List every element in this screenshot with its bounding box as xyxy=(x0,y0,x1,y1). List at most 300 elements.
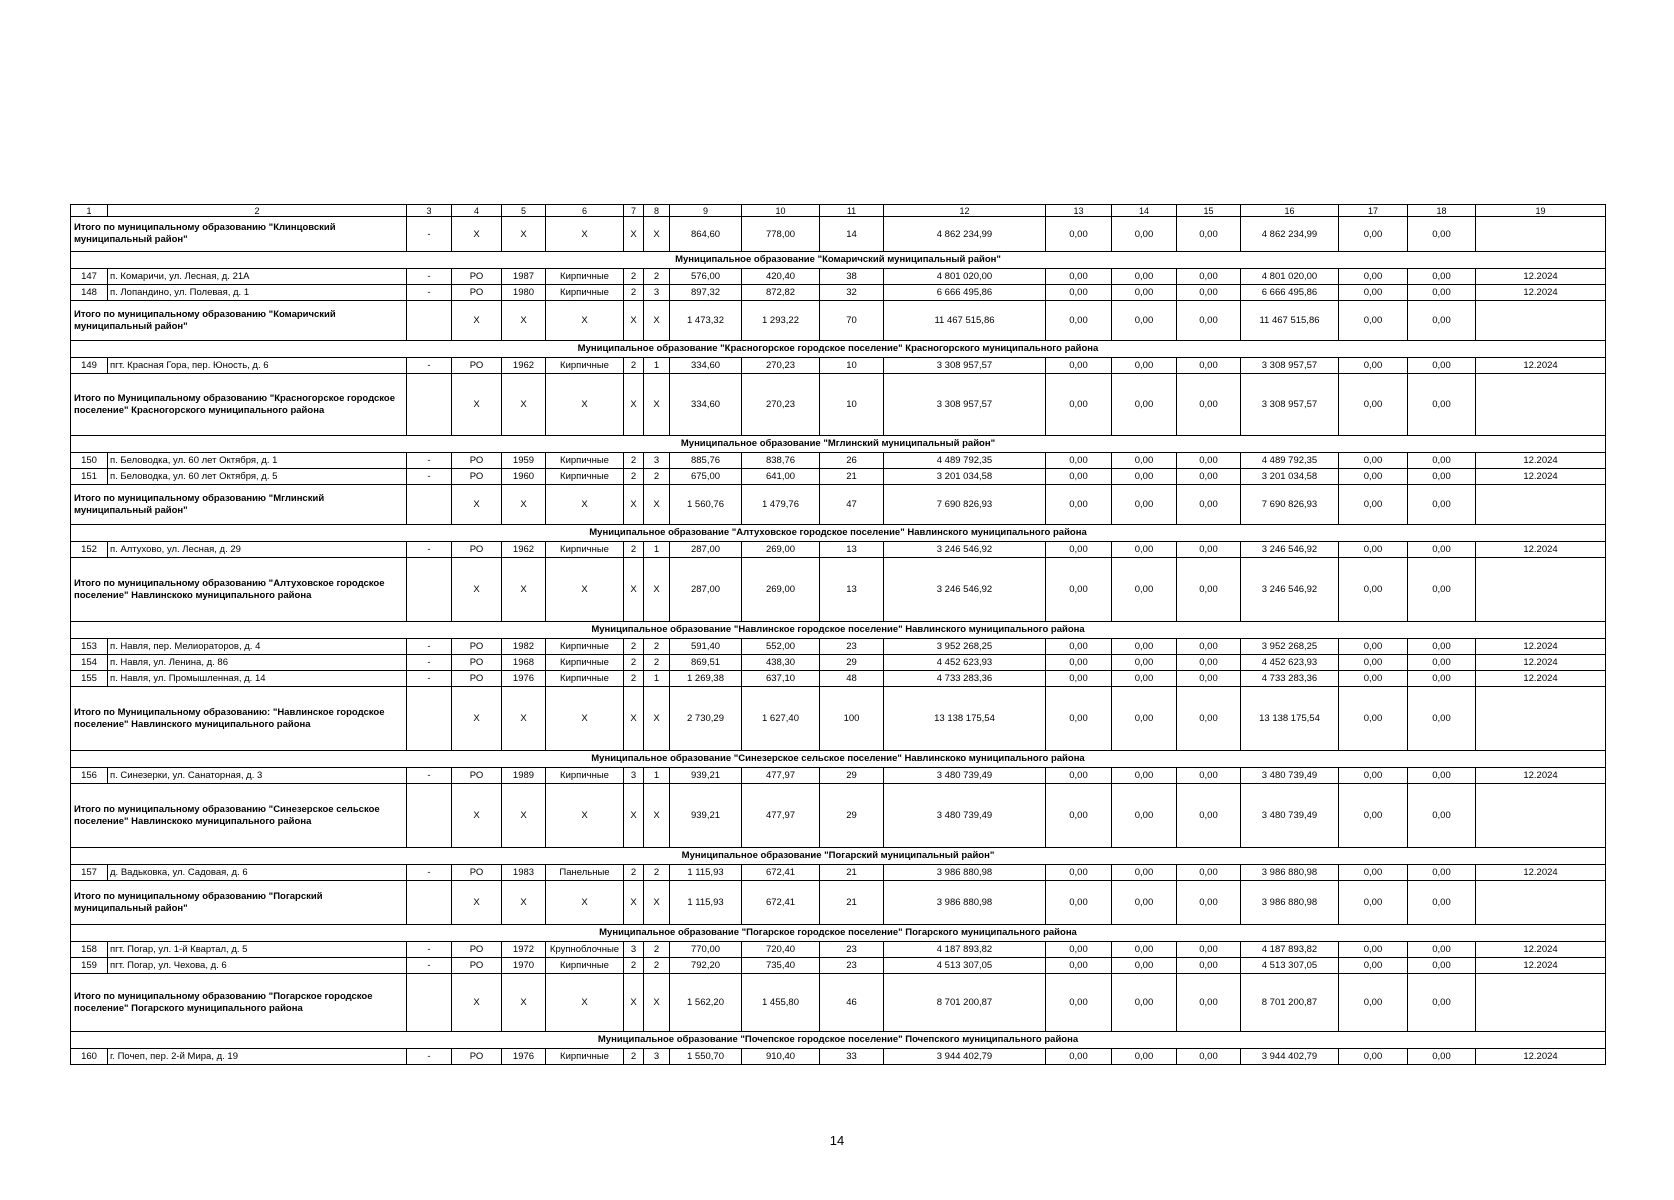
data-cell-c8: 1 xyxy=(644,542,670,558)
data-cell-c18: 0,00 xyxy=(1408,469,1476,485)
address-cell: п. Комаричи, ул. Лесная, д. 21А xyxy=(108,269,407,285)
section-header-row xyxy=(71,252,1606,269)
data-cell-c10: 735,40 xyxy=(742,958,820,974)
total-cell-c10: 778,00 xyxy=(742,217,820,252)
data-cell-c17: 0,00 xyxy=(1339,768,1408,784)
data-cell-c9: 576,00 xyxy=(670,269,742,285)
total-cell-c4: X xyxy=(452,974,502,1032)
data-cell-c5: 1989 xyxy=(502,768,546,784)
total-cell-c17: 0,00 xyxy=(1339,558,1408,622)
total-cell-c15: 0,00 xyxy=(1177,784,1241,848)
address-cell: п. Беловодка, ул. 60 лет Октября, д. 5 xyxy=(108,469,407,485)
total-row xyxy=(71,374,1606,436)
data-cell-c15: 0,00 xyxy=(1177,1049,1241,1065)
data-cell-c6: Кирпичные xyxy=(546,269,624,285)
total-cell-c17: 0,00 xyxy=(1339,301,1408,341)
data-cell-c12: 6 666 495,86 xyxy=(884,285,1046,301)
total-cell-c19 xyxy=(1476,301,1606,341)
total-cell-c11: 29 xyxy=(820,784,884,848)
total-cell-c11: 47 xyxy=(820,485,884,525)
total-cell-c4: X xyxy=(452,374,502,436)
total-cell-c3 xyxy=(407,974,452,1032)
data-cell-c16: 4 452 623,93 xyxy=(1241,655,1339,671)
data-cell-c4: РО xyxy=(452,469,502,485)
total-cell-c14: 0,00 xyxy=(1112,217,1177,252)
total-cell-c6: X xyxy=(546,301,624,341)
total-cell-c7: X xyxy=(624,784,644,848)
data-cell-c17: 0,00 xyxy=(1339,358,1408,374)
data-cell-c15: 0,00 xyxy=(1177,358,1241,374)
total-row xyxy=(71,558,1606,622)
total-cell-c11: 10 xyxy=(820,374,884,436)
total-cell-c8: X xyxy=(644,881,670,925)
section-title: Муниципальное образование "Красногорское городское поселение" Красногорского муниципального района xyxy=(71,341,1606,358)
data-cell-c11: 32 xyxy=(820,285,884,301)
total-cell-c13: 0,00 xyxy=(1046,217,1112,252)
document-page xyxy=(70,204,1605,1065)
section-header-row xyxy=(71,341,1606,358)
housing-register-table xyxy=(70,204,1606,1065)
table-row xyxy=(71,655,1606,671)
data-cell-c13: 0,00 xyxy=(1046,942,1112,958)
data-cell-c14: 0,00 xyxy=(1112,1049,1177,1065)
total-cell-c3 xyxy=(407,784,452,848)
section-title: Муниципальное образование "Алтуховское городское поселение" Навлинского муниципального района xyxy=(71,525,1606,542)
data-cell-c9: 334,60 xyxy=(670,358,742,374)
total-cell-c6: X xyxy=(546,558,624,622)
data-cell-c4: РО xyxy=(452,942,502,958)
total-cell-c11: 100 xyxy=(820,687,884,751)
table-row xyxy=(71,269,1606,285)
total-row xyxy=(71,881,1606,925)
total-label: Итого по муниципальному образованию "Погарское городское поселение" Погарского муниципального района xyxy=(71,974,407,1032)
data-cell-c8: 1 xyxy=(644,671,670,687)
total-cell-c13: 0,00 xyxy=(1046,301,1112,341)
total-cell-c17: 0,00 xyxy=(1339,784,1408,848)
total-cell-c12: 3 246 546,92 xyxy=(884,558,1046,622)
data-cell-c4: РО xyxy=(452,1049,502,1065)
data-cell-c15: 0,00 xyxy=(1177,453,1241,469)
data-cell-c8: 1 xyxy=(644,358,670,374)
total-cell-c18: 0,00 xyxy=(1408,881,1476,925)
total-row xyxy=(71,974,1606,1032)
total-cell-c16: 7 690 826,93 xyxy=(1241,485,1339,525)
data-cell-c11: 29 xyxy=(820,768,884,784)
data-cell-c3: - xyxy=(407,1049,452,1065)
total-cell-c8: X xyxy=(644,374,670,436)
data-cell-c8: 2 xyxy=(644,942,670,958)
address-cell: г. Почеп, пер. 2-й Мира, д. 19 xyxy=(108,1049,407,1065)
table-row xyxy=(71,671,1606,687)
data-cell-c10: 720,40 xyxy=(742,942,820,958)
data-cell-c7: 3 xyxy=(624,768,644,784)
total-cell-c10: 1 455,80 xyxy=(742,974,820,1032)
data-cell-c15: 0,00 xyxy=(1177,639,1241,655)
table-row xyxy=(71,639,1606,655)
data-cell-c6: Кирпичные xyxy=(546,639,624,655)
total-cell-c5: X xyxy=(502,881,546,925)
total-cell-c7: X xyxy=(624,974,644,1032)
data-cell-c17: 0,00 xyxy=(1339,285,1408,301)
data-cell-c3: - xyxy=(407,453,452,469)
address-cell: п. Навля, ул. Ленина, д. 86 xyxy=(108,655,407,671)
total-cell-c5: X xyxy=(502,558,546,622)
data-cell-c17: 0,00 xyxy=(1339,453,1408,469)
total-cell-c3: - xyxy=(407,217,452,252)
total-label: Итого по Муниципальному образованию "Красногорское городское поселение" Красногорского муниципального района xyxy=(71,374,407,436)
data-cell-c4: РО xyxy=(452,671,502,687)
data-cell-c3: - xyxy=(407,958,452,974)
data-cell-c10: 838,76 xyxy=(742,453,820,469)
data-cell-c8: 2 xyxy=(644,469,670,485)
total-cell-c3 xyxy=(407,485,452,525)
data-cell-c9: 1 550,70 xyxy=(670,1049,742,1065)
total-label: Итого по муниципальному образованию "Клинцовский муниципальный район" xyxy=(71,217,407,252)
total-cell-c5: X xyxy=(502,217,546,252)
data-cell-c8: 3 xyxy=(644,1049,670,1065)
total-cell-c4: X xyxy=(452,558,502,622)
data-cell-c13: 0,00 xyxy=(1046,655,1112,671)
data-cell-c11: 21 xyxy=(820,469,884,485)
data-cell-c7: 2 xyxy=(624,469,644,485)
total-cell-c10: 477,97 xyxy=(742,784,820,848)
data-cell-c8: 2 xyxy=(644,958,670,974)
data-cell-c13: 0,00 xyxy=(1046,865,1112,881)
data-cell-c5: 1962 xyxy=(502,542,546,558)
data-cell-c5: 1959 xyxy=(502,453,546,469)
section-header-row xyxy=(71,925,1606,942)
data-cell-c18: 0,00 xyxy=(1408,671,1476,687)
data-cell-c14: 0,00 xyxy=(1112,671,1177,687)
row-number: 158 xyxy=(71,942,108,958)
total-cell-c7: X xyxy=(624,217,644,252)
data-cell-c13: 0,00 xyxy=(1046,671,1112,687)
data-cell-c14: 0,00 xyxy=(1112,269,1177,285)
address-cell: п. Лопандино, ул. Полевая, д. 1 xyxy=(108,285,407,301)
total-cell-c3 xyxy=(407,881,452,925)
data-cell-c11: 38 xyxy=(820,269,884,285)
section-header-row xyxy=(71,436,1606,453)
data-cell-c16: 3 986 880,98 xyxy=(1241,865,1339,881)
column-number: 7 xyxy=(624,205,644,217)
total-cell-c4: X xyxy=(452,784,502,848)
data-cell-c16: 3 480 739,49 xyxy=(1241,768,1339,784)
total-cell-c8: X xyxy=(644,217,670,252)
column-number: 12 xyxy=(884,205,1046,217)
total-cell-c16: 3 986 880,98 xyxy=(1241,881,1339,925)
data-cell-c6: Крупноблочные xyxy=(546,942,624,958)
data-cell-c18: 0,00 xyxy=(1408,358,1476,374)
total-cell-c8: X xyxy=(644,687,670,751)
total-cell-c13: 0,00 xyxy=(1046,485,1112,525)
row-number: 148 xyxy=(71,285,108,301)
total-cell-c13: 0,00 xyxy=(1046,374,1112,436)
data-cell-c18: 0,00 xyxy=(1408,655,1476,671)
data-cell-c3: - xyxy=(407,269,452,285)
data-cell-c14: 0,00 xyxy=(1112,469,1177,485)
data-cell-c17: 0,00 xyxy=(1339,469,1408,485)
data-cell-c19: 12.2024 xyxy=(1476,1049,1606,1065)
row-number: 160 xyxy=(71,1049,108,1065)
data-cell-c11: 23 xyxy=(820,942,884,958)
total-cell-c12: 3 480 739,49 xyxy=(884,784,1046,848)
table-row xyxy=(71,942,1606,958)
total-cell-c15: 0,00 xyxy=(1177,485,1241,525)
total-cell-c7: X xyxy=(624,374,644,436)
total-row xyxy=(71,687,1606,751)
total-cell-c16: 3 246 546,92 xyxy=(1241,558,1339,622)
data-cell-c13: 0,00 xyxy=(1046,542,1112,558)
total-cell-c18: 0,00 xyxy=(1408,784,1476,848)
total-cell-c4: X xyxy=(452,485,502,525)
data-cell-c3: - xyxy=(407,768,452,784)
data-cell-c5: 1968 xyxy=(502,655,546,671)
data-cell-c16: 4 801 020,00 xyxy=(1241,269,1339,285)
data-cell-c4: РО xyxy=(452,542,502,558)
data-cell-c7: 2 xyxy=(624,269,644,285)
data-cell-c15: 0,00 xyxy=(1177,469,1241,485)
data-cell-c7: 2 xyxy=(624,358,644,374)
data-cell-c14: 0,00 xyxy=(1112,942,1177,958)
column-number: 8 xyxy=(644,205,670,217)
total-cell-c19 xyxy=(1476,217,1606,252)
section-title: Муниципальное образование "Почепское городское поселение" Почепского муниципального района xyxy=(71,1032,1606,1049)
data-cell-c10: 477,97 xyxy=(742,768,820,784)
data-cell-c12: 3 201 034,58 xyxy=(884,469,1046,485)
section-header-row xyxy=(71,525,1606,542)
data-cell-c4: РО xyxy=(452,269,502,285)
data-cell-c13: 0,00 xyxy=(1046,639,1112,655)
data-cell-c15: 0,00 xyxy=(1177,285,1241,301)
data-cell-c19: 12.2024 xyxy=(1476,655,1606,671)
data-cell-c15: 0,00 xyxy=(1177,671,1241,687)
data-cell-c9: 675,00 xyxy=(670,469,742,485)
total-cell-c17: 0,00 xyxy=(1339,687,1408,751)
data-cell-c13: 0,00 xyxy=(1046,768,1112,784)
total-cell-c6: X xyxy=(546,374,624,436)
data-cell-c6: Кирпичные xyxy=(546,958,624,974)
data-cell-c16: 4 489 792,35 xyxy=(1241,453,1339,469)
total-cell-c6: X xyxy=(546,687,624,751)
data-cell-c16: 4 513 307,05 xyxy=(1241,958,1339,974)
total-cell-c10: 1 479,76 xyxy=(742,485,820,525)
data-cell-c3: - xyxy=(407,285,452,301)
total-label: Итого по муниципальному образованию "Комаричский муниципальный район" xyxy=(71,301,407,341)
data-cell-c3: - xyxy=(407,639,452,655)
data-cell-c18: 0,00 xyxy=(1408,865,1476,881)
data-cell-c19: 12.2024 xyxy=(1476,768,1606,784)
data-cell-c9: 792,20 xyxy=(670,958,742,974)
data-cell-c17: 0,00 xyxy=(1339,671,1408,687)
total-cell-c12: 11 467 515,86 xyxy=(884,301,1046,341)
data-cell-c12: 4 801 020,00 xyxy=(884,269,1046,285)
data-cell-c13: 0,00 xyxy=(1046,269,1112,285)
data-cell-c15: 0,00 xyxy=(1177,542,1241,558)
data-cell-c4: РО xyxy=(452,453,502,469)
data-cell-c9: 287,00 xyxy=(670,542,742,558)
data-cell-c3: - xyxy=(407,542,452,558)
total-cell-c14: 0,00 xyxy=(1112,974,1177,1032)
data-cell-c10: 910,40 xyxy=(742,1049,820,1065)
table-row xyxy=(71,768,1606,784)
total-cell-c6: X xyxy=(546,974,624,1032)
total-cell-c17: 0,00 xyxy=(1339,974,1408,1032)
data-cell-c4: РО xyxy=(452,285,502,301)
data-cell-c18: 0,00 xyxy=(1408,269,1476,285)
total-cell-c18: 0,00 xyxy=(1408,687,1476,751)
total-cell-c3 xyxy=(407,687,452,751)
column-number: 16 xyxy=(1241,205,1339,217)
data-cell-c17: 0,00 xyxy=(1339,269,1408,285)
total-cell-c19 xyxy=(1476,881,1606,925)
data-cell-c7: 2 xyxy=(624,655,644,671)
total-cell-c5: X xyxy=(502,301,546,341)
total-label: Итого по муниципальному образованию "Погарский муниципальный район" xyxy=(71,881,407,925)
table-row xyxy=(71,453,1606,469)
section-header-row xyxy=(71,751,1606,768)
total-cell-c18: 0,00 xyxy=(1408,558,1476,622)
total-cell-c9: 1 473,32 xyxy=(670,301,742,341)
data-cell-c14: 0,00 xyxy=(1112,453,1177,469)
data-cell-c6: Кирпичные xyxy=(546,768,624,784)
data-cell-c12: 4 452 623,93 xyxy=(884,655,1046,671)
table-body xyxy=(71,205,1606,1065)
table-row xyxy=(71,358,1606,374)
column-number: 10 xyxy=(742,205,820,217)
data-cell-c7: 2 xyxy=(624,453,644,469)
table-row xyxy=(71,1049,1606,1065)
data-cell-c11: 23 xyxy=(820,958,884,974)
data-cell-c10: 872,82 xyxy=(742,285,820,301)
total-cell-c4: X xyxy=(452,217,502,252)
data-cell-c8: 2 xyxy=(644,655,670,671)
data-cell-c14: 0,00 xyxy=(1112,639,1177,655)
data-cell-c4: РО xyxy=(452,655,502,671)
column-number-row xyxy=(71,205,1606,217)
total-cell-c6: X xyxy=(546,217,624,252)
data-cell-c10: 552,00 xyxy=(742,639,820,655)
total-cell-c18: 0,00 xyxy=(1408,301,1476,341)
total-cell-c3 xyxy=(407,374,452,436)
address-cell: п. Алтухово, ул. Лесная, д. 29 xyxy=(108,542,407,558)
data-cell-c9: 1 269,38 xyxy=(670,671,742,687)
data-cell-c18: 0,00 xyxy=(1408,958,1476,974)
row-number: 155 xyxy=(71,671,108,687)
total-cell-c17: 0,00 xyxy=(1339,881,1408,925)
data-cell-c12: 3 986 880,98 xyxy=(884,865,1046,881)
total-cell-c10: 1 627,40 xyxy=(742,687,820,751)
address-cell: пгт. Погар, ул. 1-й Квартал, д. 5 xyxy=(108,942,407,958)
data-cell-c12: 4 733 283,36 xyxy=(884,671,1046,687)
total-cell-c11: 70 xyxy=(820,301,884,341)
data-cell-c4: РО xyxy=(452,958,502,974)
data-cell-c6: Панельные xyxy=(546,865,624,881)
data-cell-c18: 0,00 xyxy=(1408,942,1476,958)
total-cell-c14: 0,00 xyxy=(1112,687,1177,751)
column-number: 11 xyxy=(820,205,884,217)
data-cell-c5: 1987 xyxy=(502,269,546,285)
data-cell-c16: 3 246 546,92 xyxy=(1241,542,1339,558)
total-row xyxy=(71,784,1606,848)
data-cell-c13: 0,00 xyxy=(1046,285,1112,301)
total-cell-c14: 0,00 xyxy=(1112,301,1177,341)
total-cell-c17: 0,00 xyxy=(1339,485,1408,525)
total-cell-c18: 0,00 xyxy=(1408,974,1476,1032)
data-cell-c5: 1980 xyxy=(502,285,546,301)
total-label: Итого по Муниципальному образованию: "Навлинское городское поселение" Навлинского муниципального района xyxy=(71,687,407,751)
data-cell-c10: 420,40 xyxy=(742,269,820,285)
total-cell-c14: 0,00 xyxy=(1112,485,1177,525)
data-cell-c13: 0,00 xyxy=(1046,453,1112,469)
data-cell-c17: 0,00 xyxy=(1339,942,1408,958)
total-cell-c4: X xyxy=(452,881,502,925)
total-label: Итого по муниципальному образованию "Алтуховское городское поселение" Навлинскоко муниципального района xyxy=(71,558,407,622)
data-cell-c12: 3 308 957,57 xyxy=(884,358,1046,374)
total-cell-c10: 269,00 xyxy=(742,558,820,622)
data-cell-c12: 3 952 268,25 xyxy=(884,639,1046,655)
total-cell-c11: 13 xyxy=(820,558,884,622)
data-cell-c12: 4 187 893,82 xyxy=(884,942,1046,958)
data-cell-c3: - xyxy=(407,469,452,485)
address-cell: пгт. Погар, ул. Чехова, д. 6 xyxy=(108,958,407,974)
data-cell-c4: РО xyxy=(452,639,502,655)
data-cell-c19: 12.2024 xyxy=(1476,269,1606,285)
total-row xyxy=(71,301,1606,341)
data-cell-c8: 3 xyxy=(644,453,670,469)
total-cell-c7: X xyxy=(624,687,644,751)
column-number: 6 xyxy=(546,205,624,217)
total-cell-c9: 1 115,93 xyxy=(670,881,742,925)
data-cell-c9: 1 115,93 xyxy=(670,865,742,881)
total-cell-c9: 1 562,20 xyxy=(670,974,742,1032)
total-cell-c9: 334,60 xyxy=(670,374,742,436)
data-cell-c18: 0,00 xyxy=(1408,453,1476,469)
total-cell-c16: 3 308 957,57 xyxy=(1241,374,1339,436)
total-cell-c9: 2 730,29 xyxy=(670,687,742,751)
data-cell-c11: 26 xyxy=(820,453,884,469)
total-cell-c14: 0,00 xyxy=(1112,881,1177,925)
address-cell: п. Синезерки, ул. Санаторная, д. 3 xyxy=(108,768,407,784)
total-cell-c15: 0,00 xyxy=(1177,974,1241,1032)
total-cell-c13: 0,00 xyxy=(1046,687,1112,751)
data-cell-c19: 12.2024 xyxy=(1476,865,1606,881)
total-cell-c8: X xyxy=(644,784,670,848)
total-cell-c7: X xyxy=(624,881,644,925)
data-cell-c5: 1960 xyxy=(502,469,546,485)
section-title: Муниципальное образование "Погарское городское поселение" Погарского муниципального района xyxy=(71,925,1606,942)
data-cell-c19: 12.2024 xyxy=(1476,453,1606,469)
total-cell-c15: 0,00 xyxy=(1177,881,1241,925)
data-cell-c19: 12.2024 xyxy=(1476,358,1606,374)
total-cell-c7: X xyxy=(624,558,644,622)
data-cell-c5: 1962 xyxy=(502,358,546,374)
data-cell-c16: 4 733 283,36 xyxy=(1241,671,1339,687)
data-cell-c19: 12.2024 xyxy=(1476,942,1606,958)
data-cell-c16: 3 201 034,58 xyxy=(1241,469,1339,485)
total-cell-c17: 0,00 xyxy=(1339,374,1408,436)
data-cell-c19: 12.2024 xyxy=(1476,542,1606,558)
data-cell-c9: 591,40 xyxy=(670,639,742,655)
total-cell-c3 xyxy=(407,301,452,341)
data-cell-c12: 3 480 739,49 xyxy=(884,768,1046,784)
total-label: Итого по муниципальному образованию "Синезерское сельское поселение" Навлинскоко муниципального района xyxy=(71,784,407,848)
section-title: Муниципальное образование "Погарский муниципальный район" xyxy=(71,848,1606,865)
data-cell-c6: Кирпичные xyxy=(546,285,624,301)
table-row xyxy=(71,958,1606,974)
data-cell-c7: 2 xyxy=(624,639,644,655)
total-cell-c19 xyxy=(1476,558,1606,622)
data-cell-c8: 2 xyxy=(644,865,670,881)
